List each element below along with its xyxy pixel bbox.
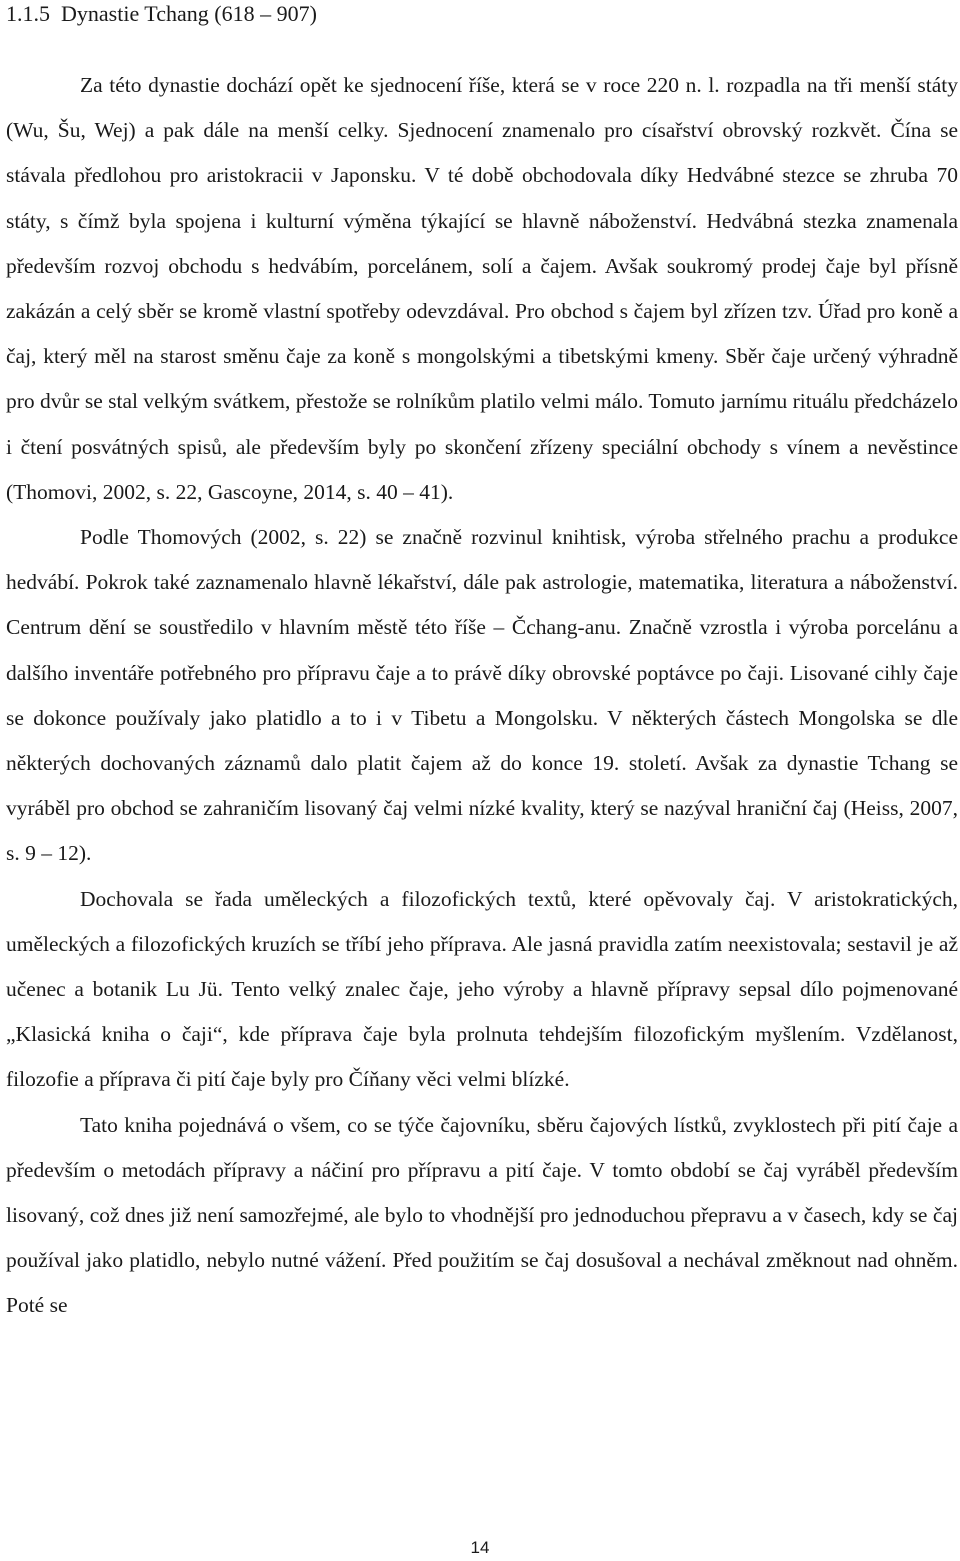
paragraph-classic-of-tea: Tato kniha pojednává o všem, co se týče čajovníku, sběru čajových lístků, zvyklostech při pití čaje a především o metodách přípravy a náčiní pro přípravu a pití čaje. V tomto období se čaj vyráběl především lisovaný, což dnes již není samozřejmé, ale bylo to vhodnější pro jednoduchou přepravu a v časech, kdy se čaj používal jako platidlo, nebylo nutné vážení. Před použitím se čaj dosušoval a nechával změknout nad ohněm. Poté se [6,1112,958,1318]
page-number: 14 [470,1538,490,1557]
paragraph-tang-reunification: Za této dynastie dochází opět ke sjednocení říše, která se v roce 220 n. l. rozpadla na tři menší státy (Wu, Šu, Wej) a pak dále na menší celky. Sjednocení znamenalo pro císařství obrovský rozkvět. Čína se stávala předlohou pro aristokracii v Japonsku. V té době obchodovala díky Hedvábné stezce se zhruba 70 státy, s čímž byla spojena i kulturní výměna týkající se hlavně náboženství. Hedvábná stezka znamenala především rozvoj obchodu s hedvábím, porcelánem, solí a čajem. Avšak soukromý prodej čaje byl přísně zakázán a celý sběr se kromě vlastní spotřeby odevzdával. Pro obchod s čajem byl zřízen tzv. Úřad pro koně a čaj, který měl na starost směnu čaje za koně s mongolskými a tibetskými kmeny. Sběr čaje určený výhradně pro dvůr se stal velkým svátkem, přestože se rolníkům platilo velmi málo. Tomuto jarnímu rituálu předcházelo i čtení posvátných spisů, ale především byly po skončení zřízeny speciální obchody s vínem a nevěstince (Thomovi, 2002, s. 22, Gascoyne, 2014, s. 40 – 41). [6,73,958,504]
body-text [6,63,958,1329]
paragraph-lu-yu: Dochovala se řada uměleckých a filozofických textů, které opěvovaly čaj. V aristokratických, uměleckých a filozofických kruzích se tříbí jeho příprava. Ale jasná pravidla zatím neexistovala; sestavil je až učenec a botanik Lu Jü. Tento velký znalec čaje, jeho výroby a hlavně přípravy sepsal dílo pojmenované „Klasická kniha o čaji“, kde příprava čaje byla prolnuta tehdejším filozofickým myšlením. Vzdělanost, filozofie a příprava či pití čaje byly pro Číňany věci velmi blízké. [6,886,958,1092]
paragraph-tang-progress: Podle Thomových (2002, s. 22) se značně rozvinul knihtisk, výroba střelného prachu a produkce hedvábí. Pokrok také zaznamenalo hlavně lékařství, dále pak astrologie, matematika, literatura a náboženství. Centrum dění se soustředilo v hlavním městě této říše – Čchang-anu. Značně vzrostla i výroba porcelánu a dalšího inventáře potřebného pro přípravu čaje a to právě díky obrovské poptávce po čaji. Lisované cihly čaje se dokonce používaly jako platidlo a to i v Tibetu a Mongolsku. V některých částech Mongolska se dle některých dochovaných záznamů dalo platit čajem až do konce 19. století. Avšak za dynastie Tchang se vyráběl pro obchod se zahraničím lisovaný čaj velmi nízké kvality, který se nazýval hraniční čaj (Heiss, 2007, s. 9 – 12). [6,525,958,866]
section-heading: 1.1.5 Dynastie Tchang (618 – 907) [6,1,317,26]
